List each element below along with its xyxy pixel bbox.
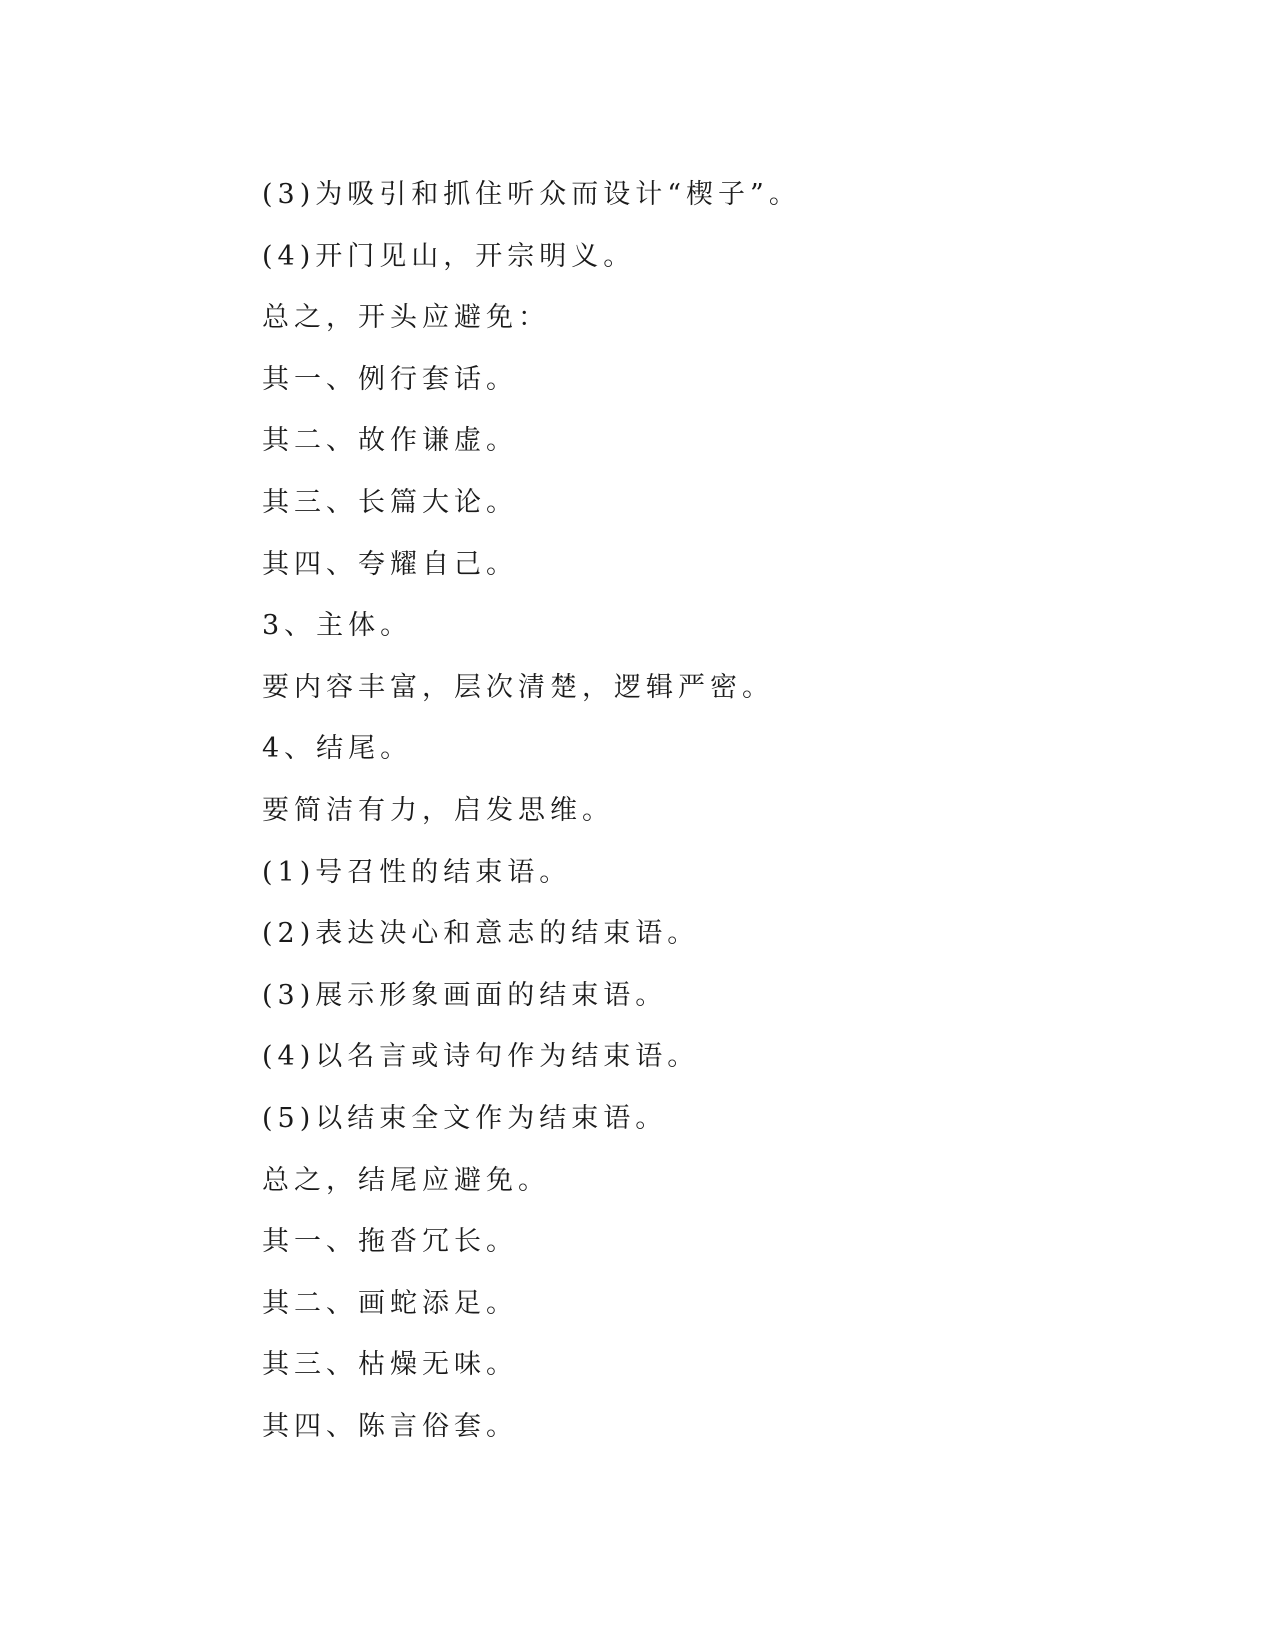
text-line: 其一、例行套话。 [262, 363, 518, 395]
text-line: (4)以名言或诗句作为结束语。 [262, 1041, 700, 1073]
text-line: 其二、画蛇添足。 [262, 1287, 518, 1319]
text-line: (4)开门见山，开宗明义。 [262, 240, 636, 272]
text-line: (1)号召性的结束语。 [262, 856, 572, 888]
text-line: 总之，开头应避免： [262, 302, 550, 334]
text-line: 要内容丰富，层次清楚，逻辑严密。 [262, 671, 774, 703]
section-heading: 4、结尾。 [262, 733, 413, 765]
document-body [262, 164, 1162, 1457]
text-line: 其一、拖沓冗长。 [262, 1226, 518, 1258]
section-heading: 3、主体。 [262, 610, 413, 642]
text-line: 要简洁有力，启发思维。 [262, 794, 614, 826]
text-line: 其三、枯燥无味。 [262, 1349, 518, 1381]
text-line: (3)为吸引和抓住听众而设计“楔子”。 [262, 179, 801, 210]
text-line: 总之，结尾应避免。 [262, 1164, 550, 1196]
text-line: 其二、故作谦虚。 [262, 425, 518, 457]
text-line: (3)展示形象画面的结束语。 [262, 979, 668, 1011]
text-line: 其三、长篇大论。 [262, 486, 518, 518]
text-line: 其四、陈言俗套。 [262, 1410, 518, 1442]
text-line: (5)以结束全文作为结束语。 [262, 1102, 668, 1134]
text-line: 其四、夸耀自己。 [262, 548, 518, 580]
text-line: (2)表达决心和意志的结束语。 [262, 918, 700, 950]
